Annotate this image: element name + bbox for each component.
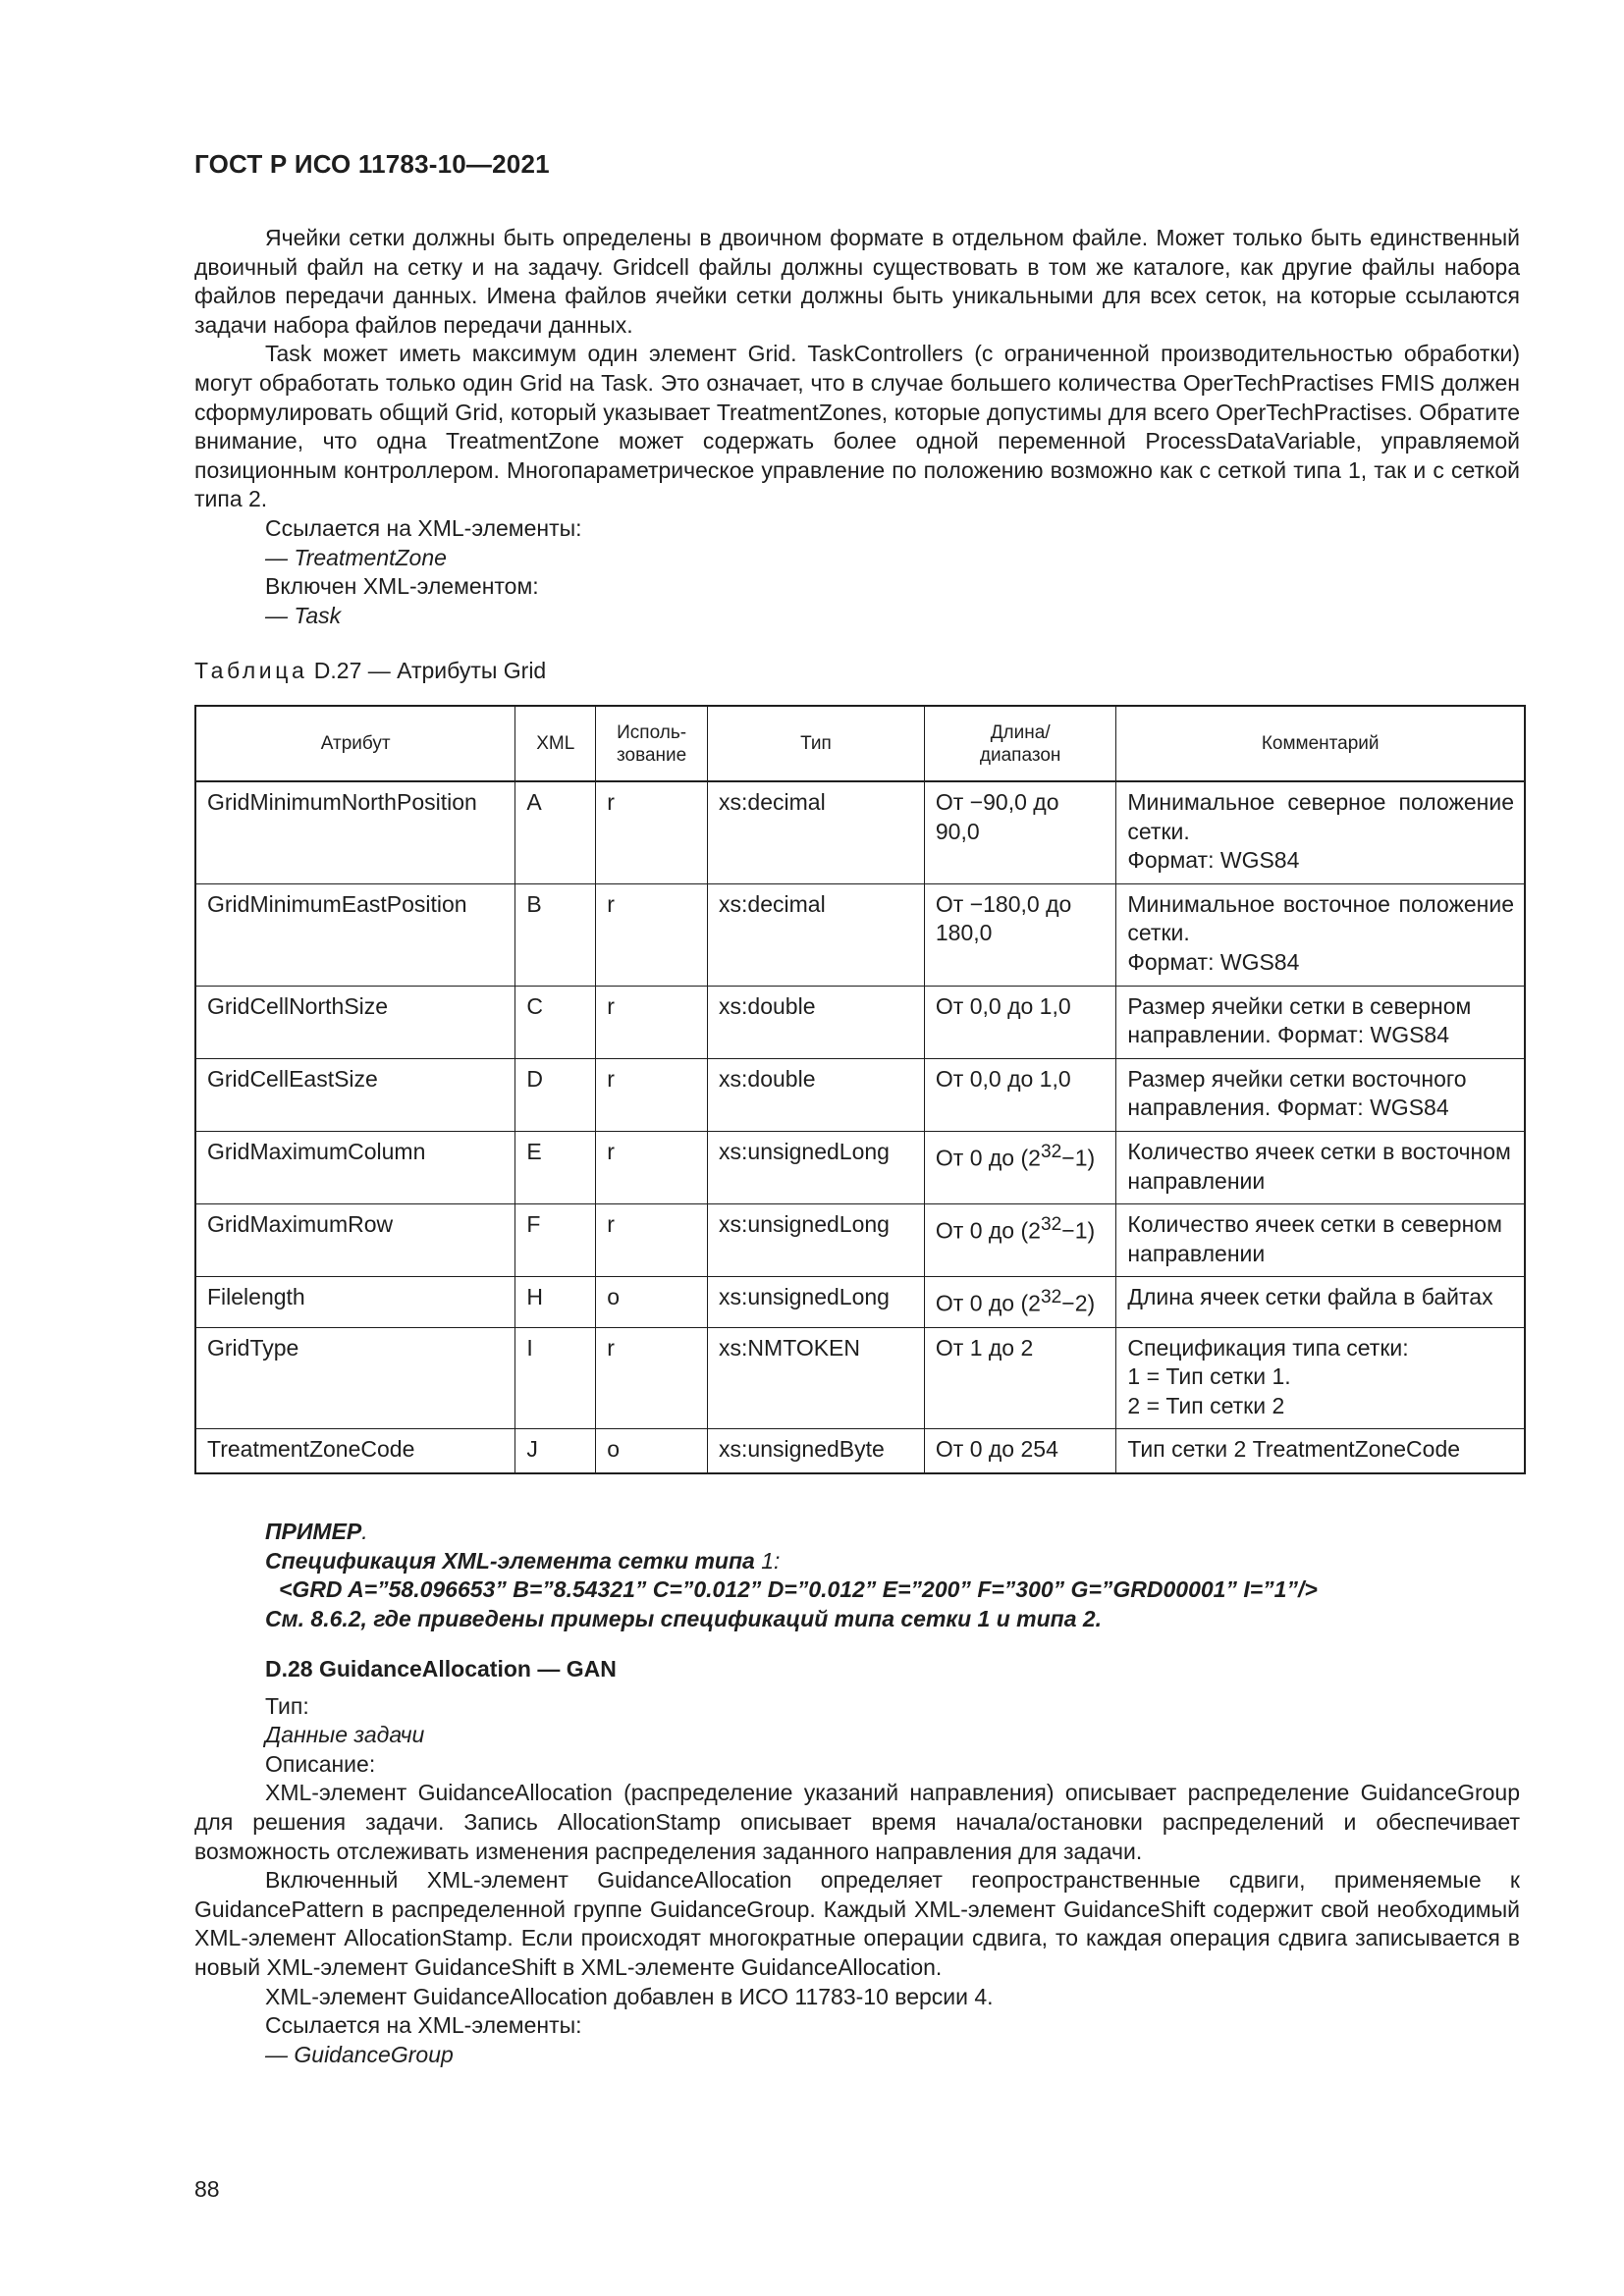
refs-item: — GuidanceGroup <box>265 2041 454 2067</box>
cell-comment: Минимальное северное положение сетки. Формат: WGS84 <box>1116 781 1525 883</box>
cell-xml: D <box>515 1058 596 1131</box>
column-header-xml: XML <box>515 706 596 781</box>
cell-comment: Длина ячеек сетки файла в байтах <box>1116 1277 1525 1327</box>
cell-type: xs:unsignedByte <box>708 1429 925 1473</box>
cell-attribute: GridMinimumNorthPosition <box>195 781 515 883</box>
cell-xml: C <box>515 986 596 1058</box>
grid-attributes-table <box>194 705 1526 1474</box>
table-row <box>195 1277 1525 1327</box>
example-block <box>265 1518 1520 1633</box>
table-row <box>195 1327 1525 1429</box>
table-row <box>195 781 1525 883</box>
cell-attribute: Filelength <box>195 1277 515 1327</box>
table-caption-word: Таблица <box>194 658 308 683</box>
example-label: ПРИМЕР. <box>265 1519 368 1544</box>
cell-attribute: GridMinimumEastPosition <box>195 883 515 986</box>
cell-attribute: TreatmentZoneCode <box>195 1429 515 1473</box>
table-row <box>195 1429 1525 1473</box>
cell-range: От −90,0 до 90,0 <box>924 781 1116 883</box>
column-header-attribute: Атрибут <box>195 706 515 781</box>
type-value: Данные задачи <box>265 1722 425 1748</box>
cell-range: От 0 до $(2^{32}-2)$ <box>924 1277 1116 1327</box>
cell-xml: J <box>515 1429 596 1473</box>
cell-comment: Спецификация типа сетки: 1 = Тип сетки 1. 2 = Тип сетки 2 <box>1116 1327 1525 1429</box>
table-caption-title: D.27 — Атрибуты Grid <box>313 658 547 683</box>
cell-usage: r <box>596 1131 708 1203</box>
section-title: D.28 GuidanceAllocation — GAN <box>265 1656 617 1682</box>
refs-item: — TreatmentZone <box>265 544 447 570</box>
cell-usage: r <box>596 1204 708 1277</box>
table-row <box>195 883 1525 986</box>
table-row <box>195 1204 1525 1277</box>
cell-range: От 1 до 2 <box>924 1327 1116 1429</box>
cell-xml: A <box>515 781 596 883</box>
cell-usage: r <box>596 1327 708 1429</box>
paragraph: Включенный XML-элемент GuidanceAllocation определяет геопространственные сдвиги, применяемые к GuidancePattern в распределенной группе GuidanceGroup. Каждый XML-элемент GuidanceShift содержит свой необходимый XML-элемент AllocationStamp. Если происходят многократные операции сдвига, то каждая операция сдвига записывается в новый XML-элемент GuidanceShift в XML-элементе GuidanceAllocation. <box>194 1867 1520 1980</box>
cell-type: xs:double <box>708 1058 925 1131</box>
cell-type: xs:double <box>708 986 925 1058</box>
cell-comment: Размер ячейки сетки в северном направлении. Формат: WGS84 <box>1116 986 1525 1058</box>
cell-comment: Тип сетки 2 TreatmentZoneCode <box>1116 1429 1525 1473</box>
cell-type: xs:decimal <box>708 781 925 883</box>
cell-range: От 0 до 254 <box>924 1429 1116 1473</box>
refs-label: Ссылается на XML-элементы: <box>265 514 582 541</box>
running-header: ГОСТ Р ИСО 11783-10—2021 <box>194 149 550 179</box>
column-header-comment: Комментарий <box>1116 706 1525 781</box>
cell-usage: r <box>596 883 708 986</box>
cell-type: xs:decimal <box>708 883 925 986</box>
example-see: См. 8.6.2, где приведены примеры спецификаций типа сетки 1 и типа 2. <box>265 1605 1103 1631</box>
cell-type: xs:unsignedLong <box>708 1131 925 1203</box>
cell-attribute: GridMaximumRow <box>195 1204 515 1277</box>
cell-range: От 0,0 до 1,0 <box>924 1058 1116 1131</box>
example-spec: Спецификация XML-элемента сетки типа 1: <box>265 1547 781 1574</box>
cell-range: От 0 до $(2^{32}-1)$ <box>924 1131 1116 1203</box>
cell-range: От 0,0 до 1,0 <box>924 986 1116 1058</box>
cell-range: От 0 до $(2^{32}-1)$ <box>924 1204 1116 1277</box>
cell-comment: Количество ячеек сетки в восточном направлении <box>1116 1131 1525 1203</box>
included-label: Включен XML-элементом: <box>265 573 539 600</box>
cell-usage: r <box>596 986 708 1058</box>
cell-attribute: GridType <box>195 1327 515 1429</box>
cell-xml: B <box>515 883 596 986</box>
cell-usage: r <box>596 1058 708 1131</box>
column-header-type: Тип <box>708 706 925 781</box>
cell-comment: Размер ячейки сетки восточного направления. Формат: WGS84 <box>1116 1058 1525 1131</box>
cell-xml: F <box>515 1204 596 1277</box>
included-item: — Task <box>265 602 342 628</box>
table-row <box>195 1131 1525 1203</box>
section-d28 <box>194 1655 1520 2069</box>
intro-section <box>194 224 1520 630</box>
table-row <box>195 1058 1525 1131</box>
cell-type: xs:NMTOKEN <box>708 1327 925 1429</box>
cell-comment: Количество ячеек сетки в северном направлении <box>1116 1204 1525 1277</box>
cell-type: xs:unsignedLong <box>708 1277 925 1327</box>
paragraph: Ячейки сетки должны быть определены в двоичном формате в отдельном файле. Может только быть единственный двоичный файл на сетку и на задачу. Gridcell файлы должны существовать в том же каталоге, как другие файлы набора файлов передачи данных. Имена файлов ячейки сетки должны быть уникальными для всех сеток, на которые ссылаются задачи набора файлов передачи данных. <box>194 225 1520 338</box>
cell-usage: o <box>596 1277 708 1327</box>
cell-usage: r <box>596 781 708 883</box>
column-header-range: Длина/ диапазон <box>924 706 1116 781</box>
cell-type: xs:unsignedLong <box>708 1204 925 1277</box>
cell-attribute: GridCellNorthSize <box>195 986 515 1058</box>
paragraph: Task может иметь максимум один элемент Grid. TaskControllers (с ограниченной производительностью обработки) могут обработать только один Grid на Task. Это означает, что в случае большего количества OperTechPractises FMIS должен сформулировать общий Grid, который указывает TreatmentZones, которые допустимы для всего OperTechPractises. Обратите внимание, что одна TreatmentZone может содержать более одной переменной ProcessDataVariable, управляемой позиционным контроллером. Многопараметрическое управление по положению возможно как с сеткой типа 1, так и с сеткой типа 2. <box>194 341 1520 512</box>
page-number: 88 <box>194 2176 220 2202</box>
refs-label: Ссылается на XML-элементы: <box>265 2012 582 2039</box>
description-label: Описание: <box>265 1750 376 1777</box>
table-row <box>195 986 1525 1058</box>
cell-usage: o <box>596 1429 708 1473</box>
cell-xml: I <box>515 1327 596 1429</box>
type-label: Тип: <box>265 1692 309 1719</box>
example-code: <GRD A=”58.096653” B=”8.54321” C=”0.012” D=”0.012” E=”200” F=”300” G=”GRD00001” I=”1”/> <box>279 1576 1318 1603</box>
cell-attribute: GridCellEastSize <box>195 1058 515 1131</box>
paragraph: XML-элемент GuidanceAllocation (распределение указаний направления) описывает распределение GuidanceGroup для решения задачи. Запись AllocationStamp описывает время начала/остановки распределений и обеспечивает возможность отслеживать изменения распределения заданного направления для задачи. <box>194 1780 1520 1864</box>
cell-xml: H <box>515 1277 596 1327</box>
column-header-usage: Исполь- зование <box>596 706 708 781</box>
table-caption <box>194 658 546 684</box>
cell-range: От −180,0 до 180,0 <box>924 883 1116 986</box>
cell-attribute: GridMaximumColumn <box>195 1131 515 1203</box>
paragraph: XML-элемент GuidanceAllocation добавлен в ИСО 11783-10 версии 4. <box>265 1983 994 2009</box>
cell-xml: E <box>515 1131 596 1203</box>
cell-comment: Минимальное восточное положение сетки. Формат: WGS84 <box>1116 883 1525 986</box>
table-header-row <box>195 706 1525 781</box>
